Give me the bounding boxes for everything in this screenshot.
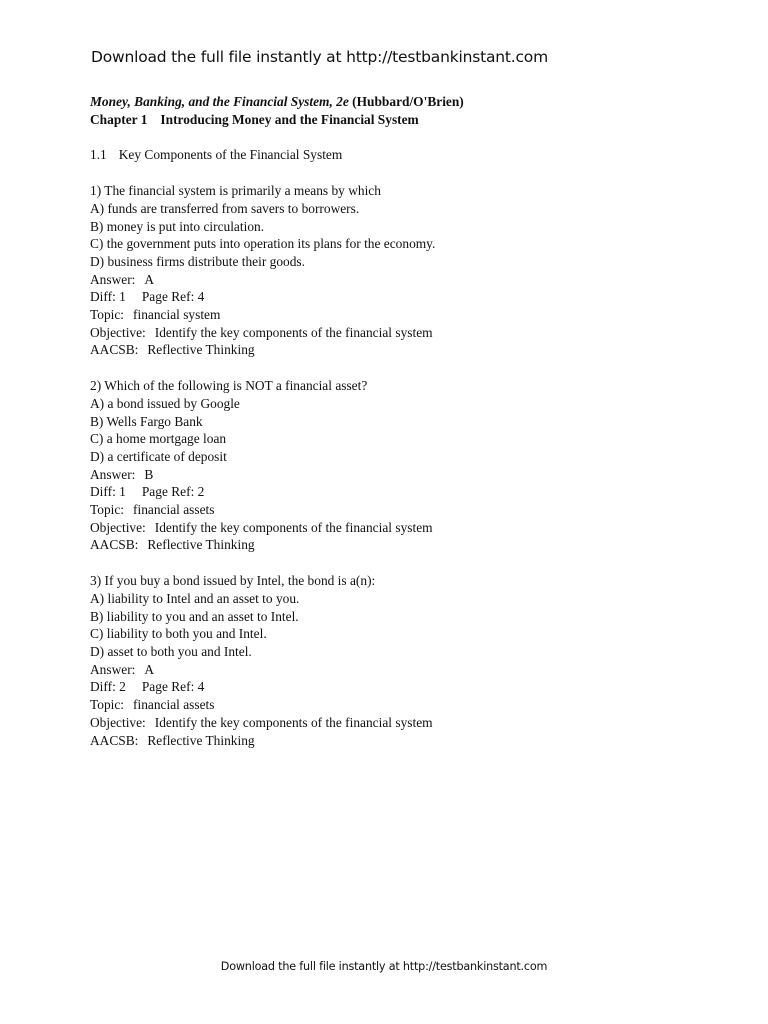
aacsb-label: AACSB: <box>90 342 139 358</box>
objective-value: Identify the key components of the financial system <box>154 519 433 535</box>
book-heading <box>90 93 710 111</box>
difficulty-line <box>90 678 710 696</box>
answer-option: B) money is put into circulation. <box>90 218 265 234</box>
document-body <box>90 93 710 749</box>
answer-option: D) business firms distribute their goods. <box>90 253 305 269</box>
objective-value: Identify the key components of the financial system <box>154 324 433 340</box>
footer-download-banner: Download the full file instantly at http://testbankinstant.com <box>220 960 548 973</box>
answer-line <box>90 661 710 679</box>
answer-option: C) a home mortgage loan <box>90 431 227 447</box>
header-download-banner: Download the full file instantly at http://testbankinstant.com <box>91 48 548 66</box>
diff-label: Diff: <box>90 289 116 305</box>
answer-label: Answer: <box>90 271 136 287</box>
page-ref-value: 2 <box>197 484 205 500</box>
page-ref-label: Page Ref: <box>141 484 195 500</box>
answer-value: A <box>144 271 155 287</box>
objective-label: Objective: <box>90 714 146 730</box>
aacsb-value: Reflective Thinking <box>147 342 255 358</box>
answer-value: A <box>144 661 155 677</box>
page-ref-label: Page Ref: <box>141 289 195 305</box>
topic-label: Topic: <box>90 697 125 713</box>
difficulty-line <box>90 483 710 501</box>
answer-line <box>90 271 710 289</box>
diff-value: 1 <box>119 289 126 305</box>
answer-option: D) a certificate of deposit <box>90 448 227 464</box>
chapter-number: Chapter 1 <box>90 111 148 127</box>
topic-value: financial system <box>133 307 221 323</box>
aacsb-label: AACSB: <box>90 732 139 748</box>
aacsb-line <box>90 536 710 554</box>
section-number: 1.1 <box>90 147 107 163</box>
question-block-1 <box>90 182 710 359</box>
aacsb-line <box>90 341 710 359</box>
section-title: Key Components of the Financial System <box>118 147 343 163</box>
answer-option: B) liability to you and an asset to Intel. <box>90 608 299 624</box>
answer-option: D) asset to both you and Intel. <box>90 643 252 659</box>
answer-option: A) a bond issued by Google <box>90 395 240 411</box>
aacsb-label: AACSB: <box>90 537 139 553</box>
answer-option: C) the government puts into operation its plans for the economy. <box>90 236 436 252</box>
topic-line <box>90 501 710 519</box>
topic-line <box>90 696 710 714</box>
page-ref-value: 4 <box>197 289 205 305</box>
answer-option: B) Wells Fargo Bank <box>90 413 203 429</box>
answer-option: A) funds are transferred from savers to borrowers. <box>90 200 360 216</box>
question-stem: 3) If you buy a bond issued by Intel, the bond is a(n): <box>90 573 376 589</box>
topic-value: financial assets <box>133 502 215 518</box>
chapter-heading <box>90 111 710 129</box>
answer-option: A) liability to Intel and an asset to you. <box>90 590 300 606</box>
answer-label: Answer: <box>90 661 136 677</box>
book-authors: (Hubbard/O'Brien) <box>352 94 464 109</box>
objective-label: Objective: <box>90 324 146 340</box>
diff-label: Diff: <box>90 679 116 695</box>
topic-line <box>90 306 710 324</box>
section-heading <box>90 146 710 164</box>
aacsb-line <box>90 732 710 750</box>
objective-line <box>90 714 710 732</box>
page-ref-label: Page Ref: <box>141 679 195 695</box>
question-stem: 2) Which of the following is NOT a financial asset? <box>90 378 368 394</box>
objective-line <box>90 519 710 537</box>
question-block-3 <box>90 572 710 749</box>
objective-label: Objective: <box>90 519 146 535</box>
question-stem: 1) The financial system is primarily a means by which <box>90 183 381 199</box>
diff-value: 2 <box>119 679 126 695</box>
answer-value: B <box>144 466 154 482</box>
objective-value: Identify the key components of the financial system <box>154 714 433 730</box>
topic-value: financial assets <box>133 697 215 713</box>
diff-label: Diff: <box>90 484 116 500</box>
answer-option: C) liability to both you and Intel. <box>90 626 267 642</box>
chapter-title: Introducing Money and the Financial System <box>160 111 419 127</box>
objective-line <box>90 324 710 342</box>
diff-value: 1 <box>119 484 126 500</box>
aacsb-value: Reflective Thinking <box>147 732 255 748</box>
difficulty-line <box>90 288 710 306</box>
answer-line <box>90 466 710 484</box>
answer-label: Answer: <box>90 466 136 482</box>
topic-label: Topic: <box>90 502 125 518</box>
question-block-2 <box>90 377 710 554</box>
book-title: Money, Banking, and the Financial System, 2e <box>90 94 349 109</box>
topic-label: Topic: <box>90 307 125 323</box>
aacsb-value: Reflective Thinking <box>147 537 255 553</box>
page-ref-value: 4 <box>197 679 205 695</box>
